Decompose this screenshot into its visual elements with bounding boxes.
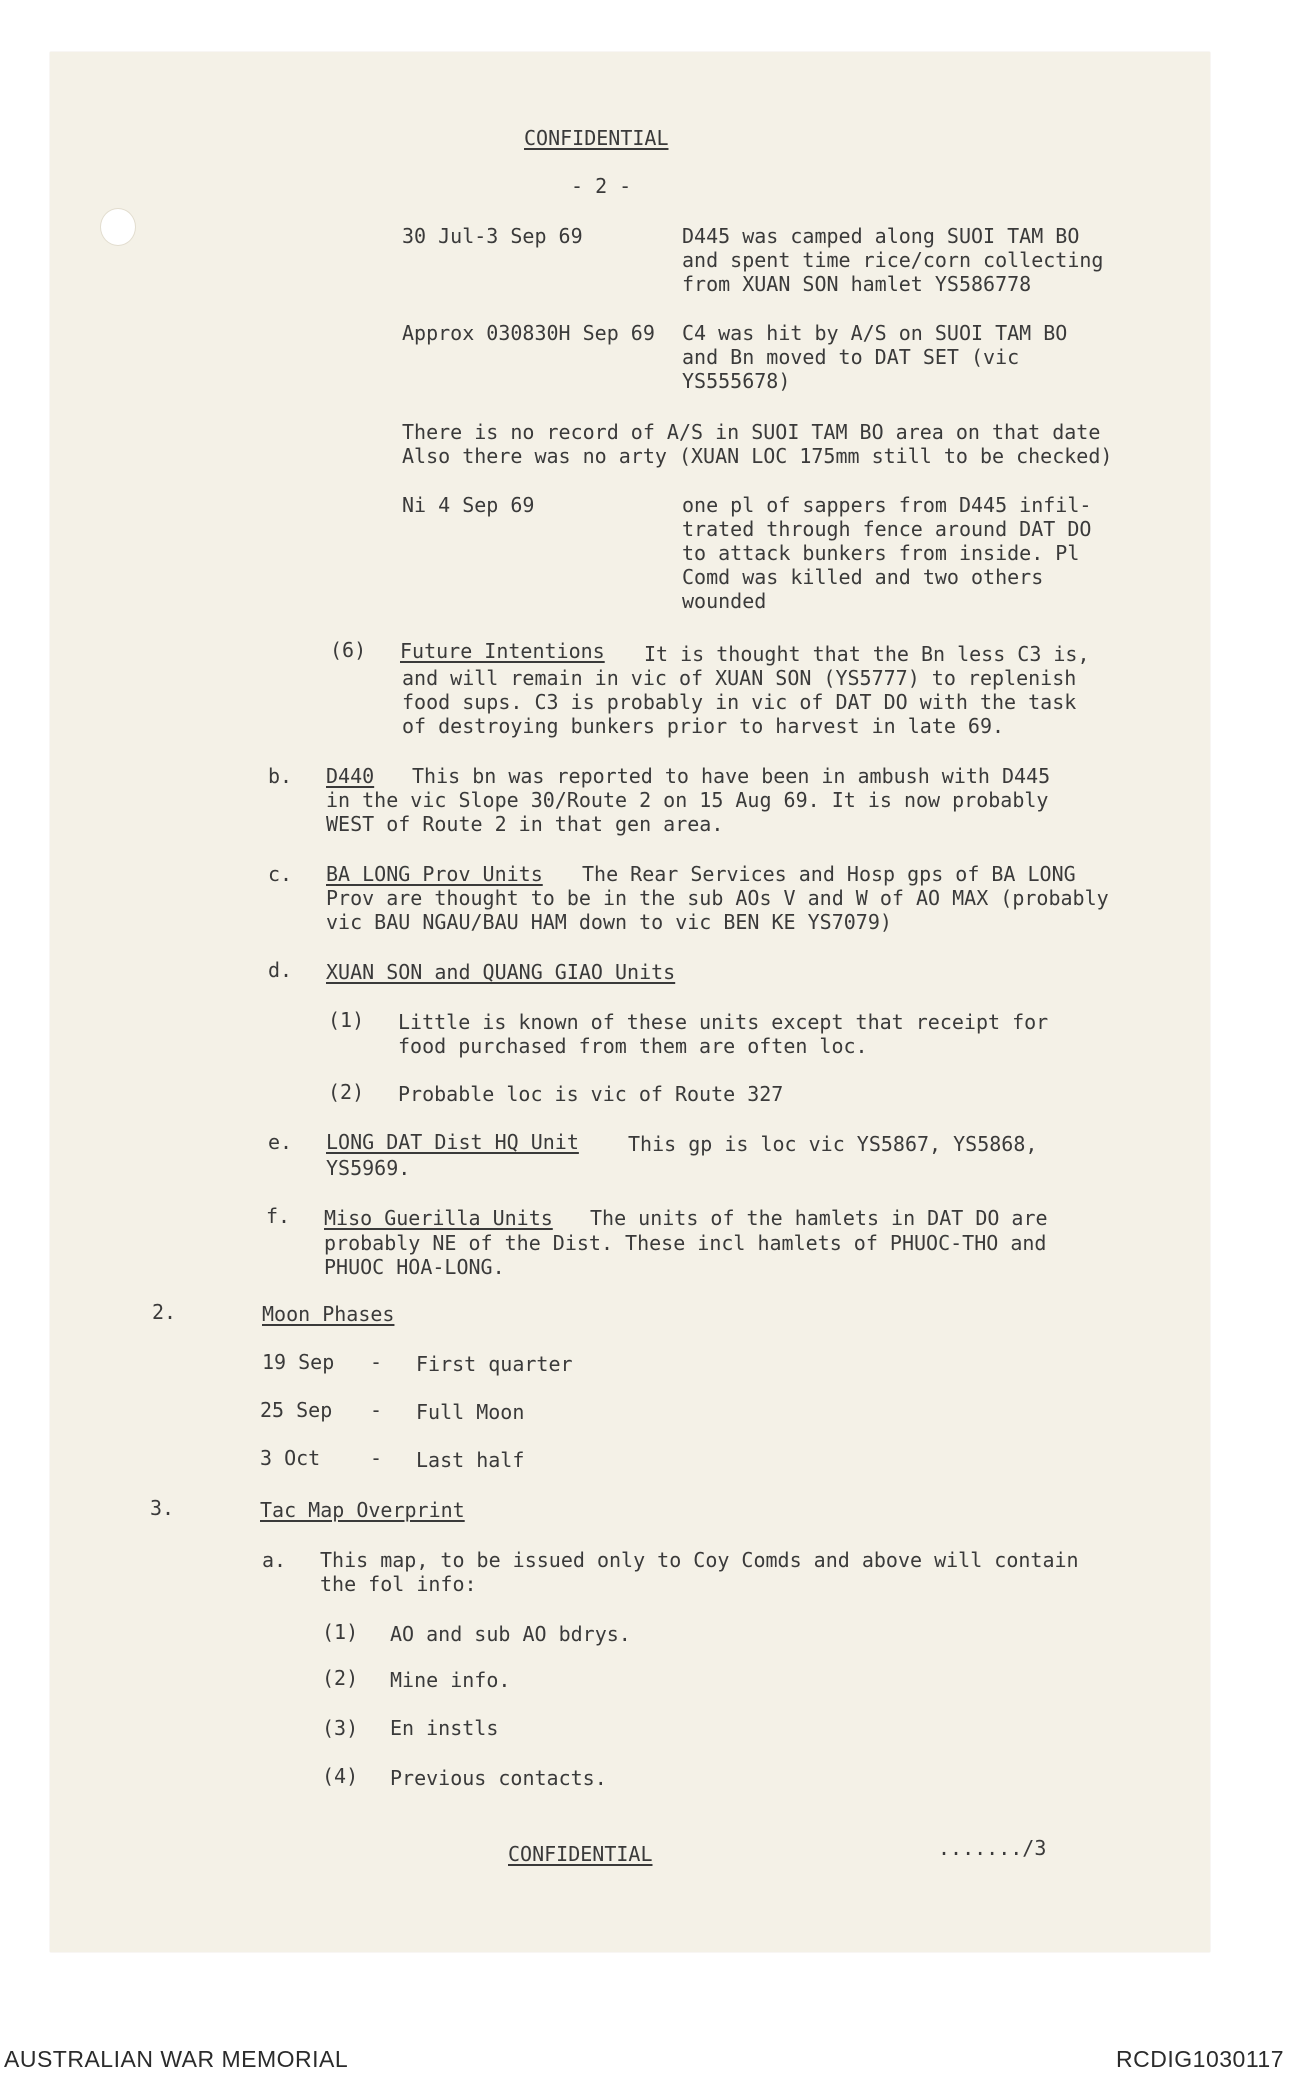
event-text-line: C4 was hit by A/S on SUOI TAM BO — [682, 321, 1068, 345]
archive-id: RCDIG1030117 — [1116, 2046, 1284, 2072]
moon-phase: Last half — [416, 1448, 525, 1472]
ba-long-heading: BA LONG Prov Units — [326, 862, 543, 886]
sub-number: (3) — [322, 1716, 359, 1740]
xuan-son-heading: XUAN SON and QUANG GIAO Units — [326, 960, 676, 984]
paragraph-line: The units of the hamlets in DAT DO are — [590, 1206, 1048, 1230]
paragraph-line: The Rear Services and Hosp gps of BA LONG — [582, 862, 1076, 886]
paragraph-line: Prov are thought to be in the sub AOs V and W of AO MAX (probably — [326, 886, 1109, 910]
list-item: Mine info. — [390, 1668, 511, 1692]
paragraph-line: This gp is loc vic YS5867, YS5868, — [628, 1132, 1038, 1156]
list-item: En instls — [390, 1716, 499, 1740]
classification-header: CONFIDENTIAL — [524, 126, 669, 150]
moon-phase: Full Moon — [416, 1400, 525, 1424]
event-text-line: trated through fence around DAT DO — [682, 517, 1092, 541]
paragraph-line: WEST of Route 2 in that gen area. — [326, 812, 724, 836]
moon-dash: - — [370, 1350, 383, 1374]
paragraph-line: PHUOC HOA-LONG. — [324, 1255, 505, 1279]
continuation-marker: ......./3 — [938, 1836, 1047, 1860]
paragraph-line: the fol info: — [320, 1572, 477, 1596]
classification-footer: CONFIDENTIAL — [508, 1842, 653, 1866]
moon-phases-heading: Moon Phases — [262, 1302, 395, 1326]
event-text-line: YS555678) — [682, 369, 791, 393]
moon-date: 19 Sep — [262, 1350, 335, 1374]
list-item: Previous contacts. — [390, 1766, 607, 1790]
paragraph-line: This map, to be issued only to Coy Comds and above will contain — [320, 1548, 1079, 1572]
event-text-line: D445 was camped along SUOI TAM BO — [682, 224, 1080, 248]
paragraph-line: This bn was reported to have been in ambush with D445 — [412, 764, 1051, 788]
archive-source: AUSTRALIAN WAR MEMORIAL — [4, 2046, 349, 2072]
moon-phase: First quarter — [416, 1352, 573, 1376]
event-text-line: wounded — [682, 589, 767, 613]
sub-number: (1) — [322, 1620, 359, 1644]
paragraph-line: of destroying bunkers prior to harvest in late 69. — [402, 714, 1005, 738]
item-letter: b. — [268, 764, 293, 788]
sub-number: (2) — [322, 1666, 359, 1690]
event-text-line: and spent time rice/corn collecting — [682, 248, 1104, 272]
event-text-line: from XUAN SON hamlet YS586778 — [682, 272, 1032, 296]
note-line: Also there was no arty (XUAN LOC 175mm still to be checked) — [402, 444, 1113, 468]
paragraph-line: in the vic Slope 30/Route 2 on 15 Aug 69. It is now probably — [326, 788, 1049, 812]
note-line: There is no record of A/S in SUOI TAM BO area on that date — [402, 420, 1101, 444]
section-number: 3. — [150, 1496, 175, 1520]
sub-number: (1) — [328, 1008, 365, 1032]
sub-number: (2) — [328, 1080, 365, 1104]
item-letter: e. — [268, 1130, 293, 1154]
paragraph-line: and will remain in vic of XUAN SON (YS5777) to replenish — [402, 666, 1077, 690]
event-date: 30 Jul-3 Sep 69 — [402, 224, 583, 248]
punch-hole — [100, 208, 136, 246]
moon-date: 3 Oct — [260, 1446, 321, 1470]
moon-dash: - — [370, 1446, 383, 1470]
paragraph-line: It is thought that the Bn less C3 is, — [644, 642, 1090, 666]
paragraph-line: food sups. C3 is probably in vic of DAT DO with the task — [402, 690, 1077, 714]
sub-number: (4) — [322, 1764, 359, 1788]
paragraph-number: (6) — [330, 638, 367, 662]
list-item: AO and sub AO bdrys. — [390, 1622, 631, 1646]
moon-dash: - — [370, 1398, 383, 1422]
event-date: Ni 4 Sep 69 — [402, 493, 535, 517]
paragraph-line: YS5969. — [326, 1156, 411, 1180]
item-letter: a. — [262, 1548, 287, 1572]
miso-guerilla-heading: Miso Guerilla Units — [324, 1206, 553, 1230]
item-letter: c. — [268, 862, 293, 886]
long-dat-heading: LONG DAT Dist HQ Unit — [326, 1130, 579, 1154]
moon-date: 25 Sep — [260, 1398, 333, 1422]
event-date: Approx 030830H Sep 69 — [402, 321, 655, 345]
tac-map-heading: Tac Map Overprint — [260, 1498, 465, 1522]
d440-heading: D440 — [326, 764, 375, 788]
item-letter: d. — [268, 958, 293, 982]
event-text-line: Comd was killed and two others — [682, 565, 1044, 589]
paragraph-line: Little is known of these units except that receipt for — [398, 1010, 1049, 1034]
section-number: 2. — [152, 1300, 177, 1324]
event-text-line: one pl of sappers from D445 infil- — [682, 493, 1092, 517]
paragraph-line: probably NE of the Dist. These incl hamlets of PHUOC-THO and — [324, 1231, 1047, 1255]
event-text-line: to attack bunkers from inside. Pl — [682, 541, 1080, 565]
item-letter: f. — [266, 1204, 291, 1228]
future-intentions-heading: Future Intentions — [400, 639, 605, 663]
paragraph-line: Probable loc is vic of Route 327 — [398, 1082, 784, 1106]
paragraph-line: food purchased from them are often loc. — [398, 1034, 868, 1058]
page-number: - 2 - — [571, 174, 632, 198]
paragraph-line: vic BAU NGAU/BAU HAM down to vic BEN KE YS7079) — [326, 910, 892, 934]
event-text-line: and Bn moved to DAT SET (vic — [682, 345, 1020, 369]
